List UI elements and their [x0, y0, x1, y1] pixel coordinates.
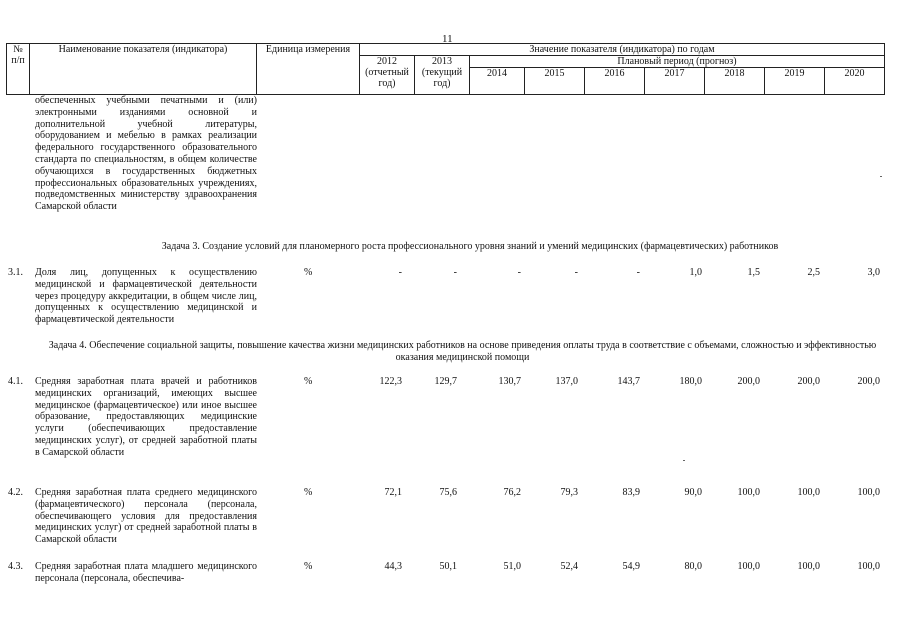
row-number: 4.3.	[8, 561, 23, 572]
task-3-heading: Задача 3. Создание условий для планомерного роста профессионального уровня знаний и умений медицинских (фармацевтических) работников	[161, 241, 779, 252]
header-year: 2017	[645, 68, 705, 95]
row-value-cell: -	[453, 267, 457, 278]
row-value-cell: 1,5	[747, 267, 760, 278]
header-year-2012: 2012 (отчетный год)	[360, 56, 415, 95]
header-year: 2020	[825, 68, 885, 95]
row-value-cell: 75,6	[439, 487, 457, 498]
row-value-cell: 100,0	[737, 561, 760, 572]
row-value-cell: 90,0	[684, 487, 702, 498]
row-value-cell: 44,3	[384, 561, 402, 572]
scan-speck	[683, 460, 685, 461]
header-year: 2014	[470, 68, 525, 95]
row-indicator-name: Средняя заработная плата младшего медицинского персонала (персонала, обеспечива-	[35, 561, 257, 584]
row-value-cell: 200,0	[797, 376, 820, 387]
header-year: 2019	[765, 68, 825, 95]
row-indicator-name: Средняя заработная плата среднего медицинского (фармацевтического) персонала (персонала, обеспечивающего условия для предоставления медицинских услуг) от средней заработной платы в Самарской области	[35, 487, 257, 546]
header-year-2013: 2013 (текущий год)	[415, 56, 470, 95]
row-value-cell: 1,0	[689, 267, 702, 278]
row-number: 4.2.	[8, 487, 23, 498]
row-unit: %	[304, 487, 313, 498]
row-number: 3.1.	[8, 267, 23, 278]
row-value-cell: 54,9	[622, 561, 640, 572]
row-value-cell: 200,0	[737, 376, 760, 387]
row-unit: %	[304, 561, 313, 572]
row-value-cell: 80,0	[684, 561, 702, 572]
task-4-heading: Задача 4. Обеспечение социальной защиты, повышение качества жизни медицинских работников на основе приведения оплаты труда в соответствие с объемами, сложностью и эффективностью оказания медицинской помощи	[48, 340, 877, 363]
row-value-cell: 2,5	[807, 267, 820, 278]
scan-speck	[880, 176, 882, 177]
header-indicator-name: Наименование показателя (индикатора)	[30, 44, 257, 95]
row-value-cell: 100,0	[857, 561, 880, 572]
row-indicator-name: Средняя заработная плата врачей и работников медицинских организаций, имеющих высшее медицинское (фармацевтическое) или иное высшее образование, предоставляющих медицинские услуги (обеспечивающих предоставление медицинских услуг), от средней заработной платы в Самарской области	[35, 376, 257, 458]
row-value-cell: 100,0	[797, 487, 820, 498]
row-value-cell: 129,7	[434, 376, 457, 387]
row-unit: %	[304, 376, 313, 387]
row-value-cell: 3,0	[867, 267, 880, 278]
row-value-cell: 52,4	[560, 561, 578, 572]
row-value-cell: 100,0	[737, 487, 760, 498]
row-unit: %	[304, 267, 313, 278]
header-year: 2016	[585, 68, 645, 95]
header-year: 2018	[705, 68, 765, 95]
continuation-text: обеспеченных учебными печатными и (или) электронными изданиями основной и дополнительной учебной литературы, оборудованием и мебелью в рамках реализации федерального государственного образовательного стандарта по специальностям, в общем количестве обучающихся в государственных бюджетных профессиональных образовательных учреждениях, подведомственных министерству здравоохранения Самарской области	[35, 95, 257, 213]
row-value-cell: -	[517, 267, 521, 278]
row-value-cell: 51,0	[503, 561, 521, 572]
row-value-cell: -	[574, 267, 578, 278]
table-header	[6, 43, 885, 95]
row-indicator-name: Доля лиц, допущенных к осуществлению медицинской и фармацевтической деятельности через процедуру аккредитации, в общем числе лиц, допущенных к осуществлению медицинской и фармацевтической деятельности	[35, 267, 257, 326]
row-value-cell: 100,0	[797, 561, 820, 572]
row-value-cell: 137,0	[555, 376, 578, 387]
header-values-title: Значение показателя (индикатора) по годам	[360, 44, 885, 56]
row-value-cell: 130,7	[498, 376, 521, 387]
row-value-cell: 79,3	[560, 487, 578, 498]
row-value-cell: 50,1	[439, 561, 457, 572]
row-value-cell: 100,0	[857, 487, 880, 498]
header-planned-period: Плановый период (прогноз)	[470, 56, 885, 68]
row-value-cell: 76,2	[503, 487, 521, 498]
row-value-cell: -	[636, 267, 640, 278]
row-value-cell: -	[398, 267, 402, 278]
header-unit: Единица измерения	[257, 44, 360, 95]
row-value-cell: 72,1	[384, 487, 402, 498]
row-number: 4.1.	[8, 376, 23, 387]
row-value-cell: 122,3	[379, 376, 402, 387]
row-value-cell: 180,0	[679, 376, 702, 387]
header-year: 2015	[525, 68, 585, 95]
row-value-cell: 143,7	[617, 376, 640, 387]
header-num: № п/п	[7, 44, 30, 95]
row-value-cell: 83,9	[622, 487, 640, 498]
page-number: 11	[442, 33, 453, 45]
row-value-cell: 200,0	[857, 376, 880, 387]
